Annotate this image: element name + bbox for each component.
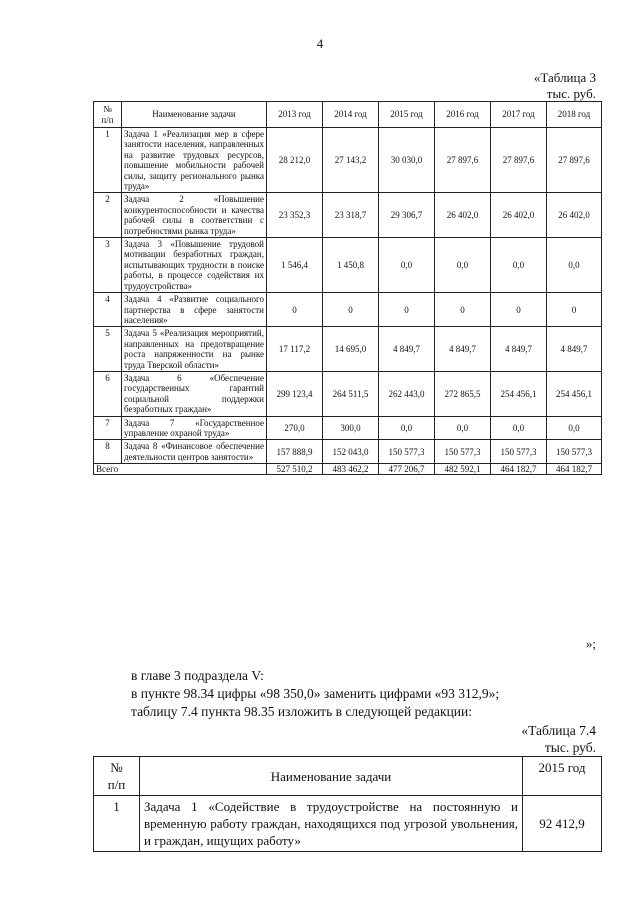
table3-end-mark: »; bbox=[585, 636, 596, 651]
table-row bbox=[94, 293, 602, 327]
table-row bbox=[94, 371, 602, 416]
header-no: № п/п bbox=[94, 102, 122, 128]
cell-value: 30 030,0 bbox=[379, 128, 435, 193]
header-year-2013: 2013 год bbox=[267, 102, 323, 128]
table-row bbox=[94, 128, 602, 193]
total-value: 464 182,7 bbox=[547, 464, 602, 475]
cell-value: 4 849,7 bbox=[547, 327, 602, 372]
row-no: 6 bbox=[94, 371, 122, 416]
cell-value: 0,0 bbox=[379, 416, 435, 440]
table3 bbox=[93, 101, 602, 475]
cell-value: 254 456,1 bbox=[491, 371, 547, 416]
cell-value: 28 212,0 bbox=[267, 128, 323, 193]
row-task: Задача 6 «Обеспечение государственных гарантий социальной поддержки безработных граждан» bbox=[122, 371, 267, 416]
cell-value: 270,0 bbox=[267, 416, 323, 440]
header-no: № п/п bbox=[94, 757, 140, 796]
paragraph: таблицу 7.4 пункта 98.35 изложить в следующей редакции: bbox=[131, 704, 472, 719]
cell-value: 157 888,9 bbox=[267, 440, 323, 464]
cell-value: 26 402,0 bbox=[547, 193, 602, 238]
cell-value: 1 450,8 bbox=[323, 238, 379, 293]
row-task: Задача 1 «Содействие в трудоустройстве на постоянную и временную работу граждан, находящихся под угрозой увольнения, и граждан, ищущих работу» bbox=[140, 796, 523, 852]
header-year-2017: 2017 год bbox=[491, 102, 547, 128]
cell-value: 0 bbox=[323, 293, 379, 327]
cell-value: 92 412,9 bbox=[523, 796, 602, 852]
row-task: Задача 2 «Повышение конкурентоспособности и качества рабочей силы в соответствии с потребностями рынка труда» bbox=[122, 193, 267, 238]
cell-value: 0,0 bbox=[491, 238, 547, 293]
cell-value: 152 043,0 bbox=[323, 440, 379, 464]
cell-value: 4 849,7 bbox=[491, 327, 547, 372]
row-no: 8 bbox=[94, 440, 122, 464]
cell-value: 0,0 bbox=[379, 238, 435, 293]
table-row bbox=[94, 193, 602, 238]
table74-header-row bbox=[94, 757, 602, 796]
total-value: 477 206,7 bbox=[379, 464, 435, 475]
row-task: Задача 1 «Реализация мер в сфере занятости населения, направленных на развитие трудовых ресурсов, повышение мобильности рабочей силы, защиту регионального рынка труда» bbox=[122, 128, 267, 193]
row-task: Задача 7 «Государственное управление охраной труда» bbox=[122, 416, 267, 440]
header-year-2015: 2015 год bbox=[379, 102, 435, 128]
cell-value: 14 695,0 bbox=[323, 327, 379, 372]
cell-value: 264 511,5 bbox=[323, 371, 379, 416]
cell-value: 23 352,3 bbox=[267, 193, 323, 238]
cell-value: 0,0 bbox=[435, 416, 491, 440]
cell-value: 27 143,2 bbox=[323, 128, 379, 193]
cell-value: 29 306,7 bbox=[379, 193, 435, 238]
cell-value: 150 577,3 bbox=[491, 440, 547, 464]
row-no: 5 bbox=[94, 327, 122, 372]
cell-value: 23 318,7 bbox=[323, 193, 379, 238]
row-no: 4 bbox=[94, 293, 122, 327]
table-row bbox=[94, 440, 602, 464]
cell-value: 0,0 bbox=[435, 238, 491, 293]
cell-value: 0 bbox=[267, 293, 323, 327]
cell-value: 299 123,4 bbox=[267, 371, 323, 416]
cell-value: 26 402,0 bbox=[491, 193, 547, 238]
table74 bbox=[93, 756, 602, 852]
row-no: 1 bbox=[94, 796, 140, 852]
table74-unit: тыс. руб. bbox=[544, 740, 596, 755]
cell-value: 0,0 bbox=[491, 416, 547, 440]
table-row bbox=[94, 796, 602, 852]
cell-value: 0 bbox=[491, 293, 547, 327]
row-task: Задача 8 «Финансовое обеспечение деятельности центров занятости» bbox=[122, 440, 267, 464]
cell-value: 0,0 bbox=[547, 416, 602, 440]
cell-value: 4 849,7 bbox=[379, 327, 435, 372]
cell-value: 150 577,3 bbox=[379, 440, 435, 464]
cell-value: 4 849,7 bbox=[435, 327, 491, 372]
total-value: 483 462,2 bbox=[323, 464, 379, 475]
header-name: Наименование задачи bbox=[140, 757, 523, 796]
row-no: 2 bbox=[94, 193, 122, 238]
cell-value: 0 bbox=[435, 293, 491, 327]
row-task: Задача 4 «Развитие социального партнерства в сфере занятости населения» bbox=[122, 293, 267, 327]
table-row bbox=[94, 238, 602, 293]
paragraph: в главе 3 подраздела V: bbox=[131, 668, 264, 683]
header-year-2016: 2016 год bbox=[435, 102, 491, 128]
table-row bbox=[94, 327, 602, 372]
cell-value: 272 865,5 bbox=[435, 371, 491, 416]
table-row bbox=[94, 416, 602, 440]
paragraph: в пункте 98.34 цифры «98 350,0» заменить цифрами «93 312,9»; bbox=[131, 686, 500, 701]
cell-value: 0,0 bbox=[547, 238, 602, 293]
total-value: 527 510,2 bbox=[267, 464, 323, 475]
cell-value: 300,0 bbox=[323, 416, 379, 440]
header-year-2015: 2015 год bbox=[523, 757, 602, 796]
cell-value: 150 577,3 bbox=[435, 440, 491, 464]
header-year-2014: 2014 год bbox=[323, 102, 379, 128]
total-value: 464 182,7 bbox=[491, 464, 547, 475]
row-task: Задача 3 «Повышение трудовой мотивации безработных граждан, испытывающих трудности в поиске работы, в процессе содействия их трудоустройства» bbox=[122, 238, 267, 293]
table3-header-row bbox=[94, 102, 602, 128]
total-value: 482 592,1 bbox=[435, 464, 491, 475]
cell-value: 26 402,0 bbox=[435, 193, 491, 238]
header-name: Наименование задачи bbox=[122, 102, 267, 128]
cell-value: 254 456,1 bbox=[547, 371, 602, 416]
page-number: 4 bbox=[316, 36, 324, 51]
table74-title: «Таблица 7.4 bbox=[521, 723, 596, 738]
table3-unit: тыс. руб. bbox=[546, 86, 596, 101]
total-row bbox=[94, 464, 602, 475]
row-no: 3 bbox=[94, 238, 122, 293]
cell-value: 0 bbox=[547, 293, 602, 327]
cell-value: 150 577,3 bbox=[547, 440, 602, 464]
cell-value: 0 bbox=[379, 293, 435, 327]
table3-title: «Таблица 3 bbox=[533, 70, 596, 85]
cell-value: 27 897,6 bbox=[547, 128, 602, 193]
row-task: Задача 5 «Реализация мероприятий, направленных на предотвращение роста напряженности на рынке труда Тверской области» bbox=[122, 327, 267, 372]
cell-value: 27 897,6 bbox=[491, 128, 547, 193]
row-no: 7 bbox=[94, 416, 122, 440]
cell-value: 17 117,2 bbox=[267, 327, 323, 372]
cell-value: 1 546,4 bbox=[267, 238, 323, 293]
header-year-2018: 2018 год bbox=[547, 102, 602, 128]
cell-value: 27 897,6 bbox=[435, 128, 491, 193]
cell-value: 262 443,0 bbox=[379, 371, 435, 416]
row-no: 1 bbox=[94, 128, 122, 193]
total-label: Всего bbox=[94, 464, 267, 475]
